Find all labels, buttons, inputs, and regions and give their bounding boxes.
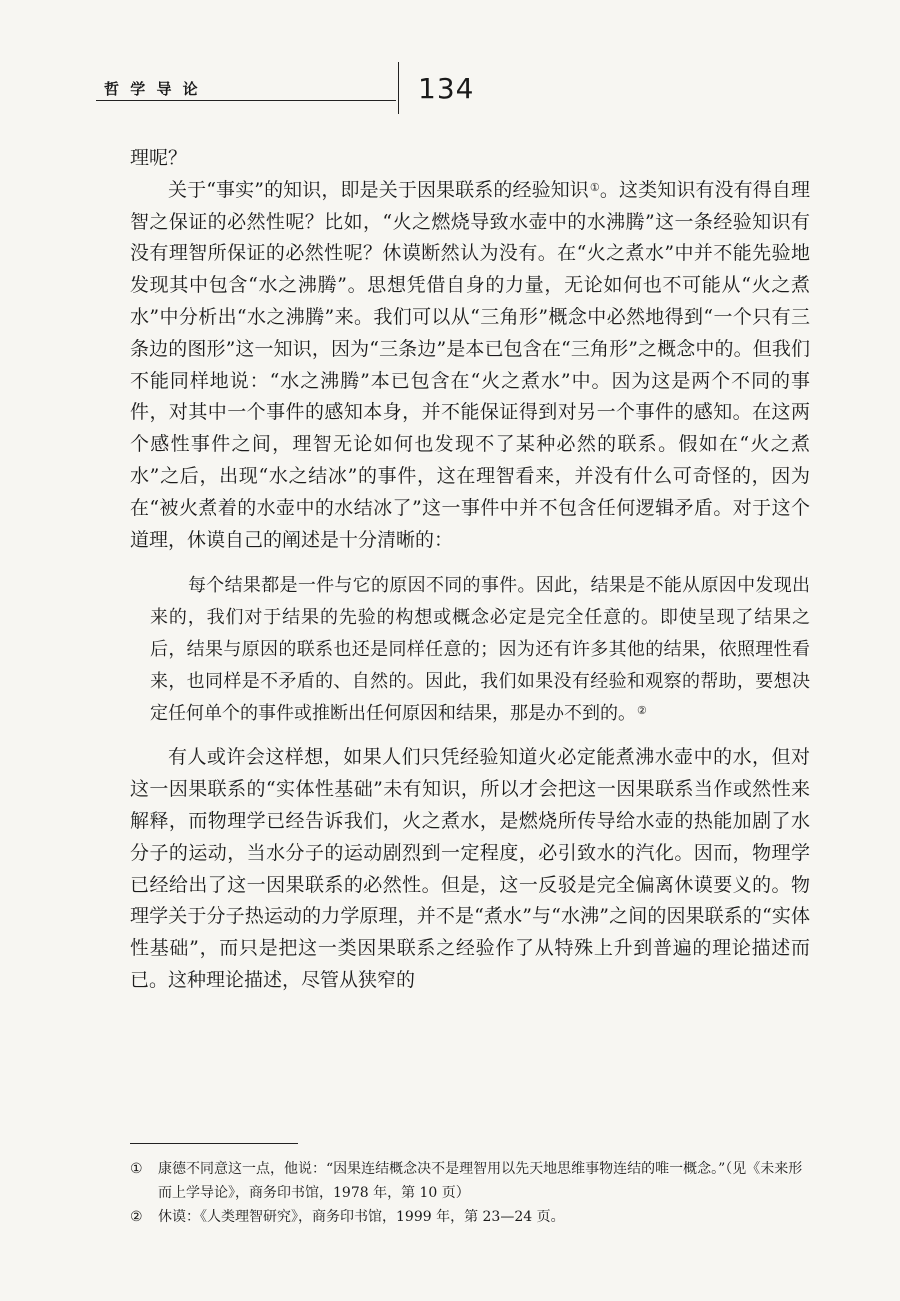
footnotes: [130, 1157, 810, 1229]
book-title: 哲 学 导 论: [104, 80, 201, 98]
header-divider: [398, 62, 399, 114]
footnote-mark: ①: [130, 1161, 143, 1177]
footnote-separator: [130, 1143, 298, 1144]
paragraph-text-b: 。这类知识有没有得自理智之保证的必然性呢？比如，“火之燃烧导致水壶中的水沸腾”这一条经验知识有没有理智所保证的必然性呢？休谟断然认为没有。在“火之煮水”中并不能先验地发现其中包含“水之沸腾”。思想凭借自身的力量，无论如何也不可能从“火之煮水”中分析出“水之沸腾”来。我们可以从“三角形”概念中必然地得到“一个只有三条边的图形”这一知识，因为“三条边”是本已包含在“三角形”之概念中的。但我们不能同样地说：“水之沸腾”本已包含在“火之煮水”中。因为这是两个不同的事件，对其中一个事件的感知本身，并不能保证得到对另一个事件的感知。在这两个感性事件之间，理智无论如何也发现不了某种必然的联系。假如在“火之煮水”之后，出现“水之结冰”的事件，这在理智看来，并没有什么可奇怪的，因为在“被火煮着的水壶中的水结冰了”这一事件中并不包含任何逻辑矛盾。对于这个道理，休谟自己的阐述是十分清晰的：: [130, 178, 810, 551]
running-header: [96, 62, 516, 114]
footnote-text: 康德不同意这一点，他说：“因果连结概念决不是理智用以先天地思维事物连结的唯一概念。”（见《未来形而上学导论》，商务印书馆，1978 年，第 10 页）: [158, 1161, 803, 1201]
footnote-mark: ②: [130, 1209, 143, 1225]
quote-text: 每个结果都是一件与它的原因不同的事件。因此，结果是不能从原因中发现出来的，我们对于结果的先验的构想或概念必定是完全任意的。即使呈现了结果之后，结果与原因的联系也还是同样任意的；因为还有许多其他的结果，依照理性看来，也同样是不矛盾的、自然的。因此，我们如果没有经验和观察的帮助，要想决定任何单个的事件或推断出任何原因和结果，那是办不到的。: [150, 575, 810, 725]
paragraph-hume-causality: [130, 175, 810, 557]
paragraph-continuation: 理呢？: [130, 147, 188, 169]
footnote-ref-1[interactable]: ①: [589, 180, 600, 194]
footnote-ref-2[interactable]: ②: [637, 704, 647, 718]
header-rule: [96, 100, 396, 101]
body-text: [130, 143, 810, 997]
footnote-2: [130, 1205, 810, 1229]
paragraph-physics-objection: 有人或许会这样想，如果人们只凭经验知道火必定能煮沸水壶中的水，但对这一因果联系的“实体性基础”未有知识，所以才会把这一因果联系当作或然性来解释，而物理学已经告诉我们，火之煮水，是燃烧所传导给水壶的热能加剧了水分子的运动，当水分子的运动剧烈到一定程度，必引致水的汽化。因而，物理学已经给出了这一因果联系的必然性。但是，这一反驳是完全偏离休谟要义的。物理学关于分子热运动的力学原理，并不是“煮水”与“水沸”之间的因果联系的“实体性基础”，而只是把这一类因果联系之经验作了从特殊上升到普遍的理论描述而已。这种理论描述，尽管从狭窄的: [130, 746, 810, 991]
paragraph-text-a: 关于“事实”的知识，即是关于因果联系的经验知识: [168, 178, 589, 201]
footnote-1: [130, 1157, 810, 1205]
footnote-text: 休谟：《人类理智研究》，商务印书馆，1999 年，第 23—24 页。: [158, 1209, 565, 1225]
page-number: 134: [418, 72, 475, 105]
block-quote: [130, 570, 810, 730]
